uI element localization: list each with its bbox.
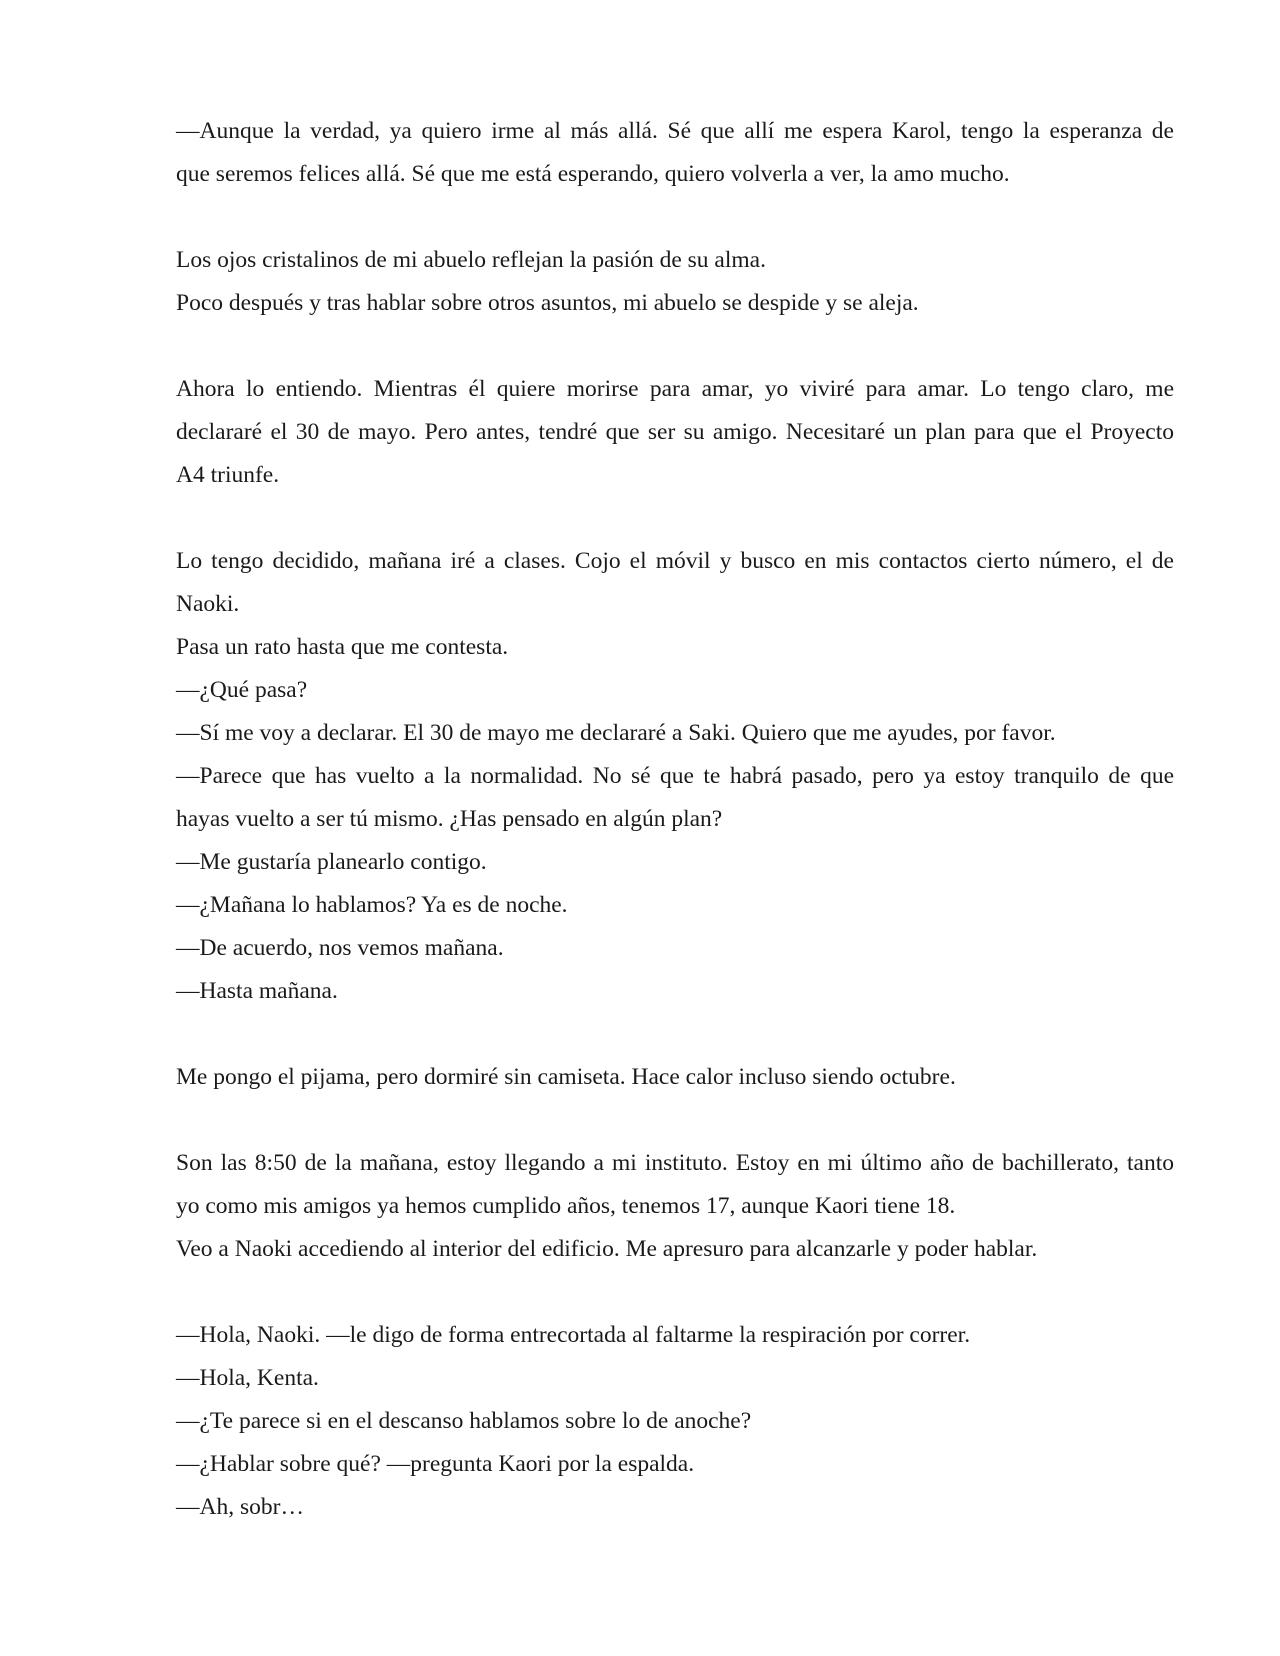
text-line: Me pongo el pijama, pero dormiré sin camiseta. Hace calor incluso siendo octubre. <box>176 1064 956 1090</box>
document-page <box>176 110 1174 1572</box>
text-line: —Parece que has vuelto a la normalidad. No sé que te habrá pasado, pero ya estoy tranquilo de que <box>176 763 1174 789</box>
text-line: —Ah, sobr… <box>176 1494 304 1520</box>
text-line: declararé el 30 de mayo. Pero antes, tendré que ser su amigo. Necesitaré un plan para que el Proyecto <box>176 419 1174 445</box>
text-line: Son las 8:50 de la mañana, estoy llegando a mi instituto. Estoy en mi último año de bachillerato, tanto <box>176 1150 1174 1176</box>
paragraph <box>176 368 1174 497</box>
text-line: —Me gustaría planearlo contigo. <box>176 849 487 875</box>
paragraph <box>176 540 1174 1013</box>
paragraph <box>176 1056 1174 1099</box>
text-line: —¿Hablar sobre qué? —pregunta Kaori por la espalda. <box>176 1451 695 1477</box>
text-line: —¿Qué pasa? <box>176 677 308 703</box>
text-line: —Hasta mañana. <box>176 978 338 1004</box>
text-line: Veo a Naoki accediendo al interior del edificio. Me apresuro para alcanzarle y poder hablar. <box>176 1236 1038 1262</box>
text-line: Pasa un rato hasta que me contesta. <box>176 634 509 660</box>
paragraph <box>176 1142 1174 1271</box>
text-line: Los ojos cristalinos de mi abuelo reflejan la pasión de su alma. <box>176 247 766 273</box>
text-line: —Hola, Naoki. —le digo de forma entrecortada al faltarme la respiración por correr. <box>176 1322 971 1348</box>
paragraph <box>176 239 1174 325</box>
text-line: hayas vuelto a ser tú mismo. ¿Has pensado en algún plan? <box>176 806 723 832</box>
text-line: Poco después y tras hablar sobre otros asuntos, mi abuelo se despide y se aleja. <box>176 290 919 316</box>
text-line: —Sí me voy a declarar. El 30 de mayo me declararé a Saki. Quiero que me ayudes, por favor. <box>176 720 1056 746</box>
paragraph <box>176 110 1174 196</box>
text-line: —¿Mañana lo hablamos? Ya es de noche. <box>176 892 568 918</box>
text-line: A4 triunfe. <box>176 462 280 488</box>
text-line: yo como mis amigos ya hemos cumplido años, tenemos 17, aunque Kaori tiene 18. <box>176 1193 956 1219</box>
text-line: —Aunque la verdad, ya quiero irme al más allá. Sé que allí me espera Karol, tengo la esperanza de <box>176 118 1174 144</box>
text-line: —De acuerdo, nos vemos mañana. <box>176 935 504 961</box>
text-line: Ahora lo entiendo. Mientras él quiere morirse para amar, yo viviré para amar. Lo tengo claro, me <box>176 376 1174 402</box>
paragraph <box>176 1314 1174 1529</box>
text-line: —¿Te parece si en el descanso hablamos sobre lo de anoche? <box>176 1408 752 1434</box>
text-line: Naoki. <box>176 591 240 617</box>
text-line: —Hola, Kenta. <box>176 1365 319 1391</box>
text-line: que seremos felices allá. Sé que me está esperando, quiero volverla a ver, la amo mucho. <box>176 161 1010 187</box>
text-line: Lo tengo decidido, mañana iré a clases. Cojo el móvil y busco en mis contactos cierto número, el de <box>176 548 1174 574</box>
